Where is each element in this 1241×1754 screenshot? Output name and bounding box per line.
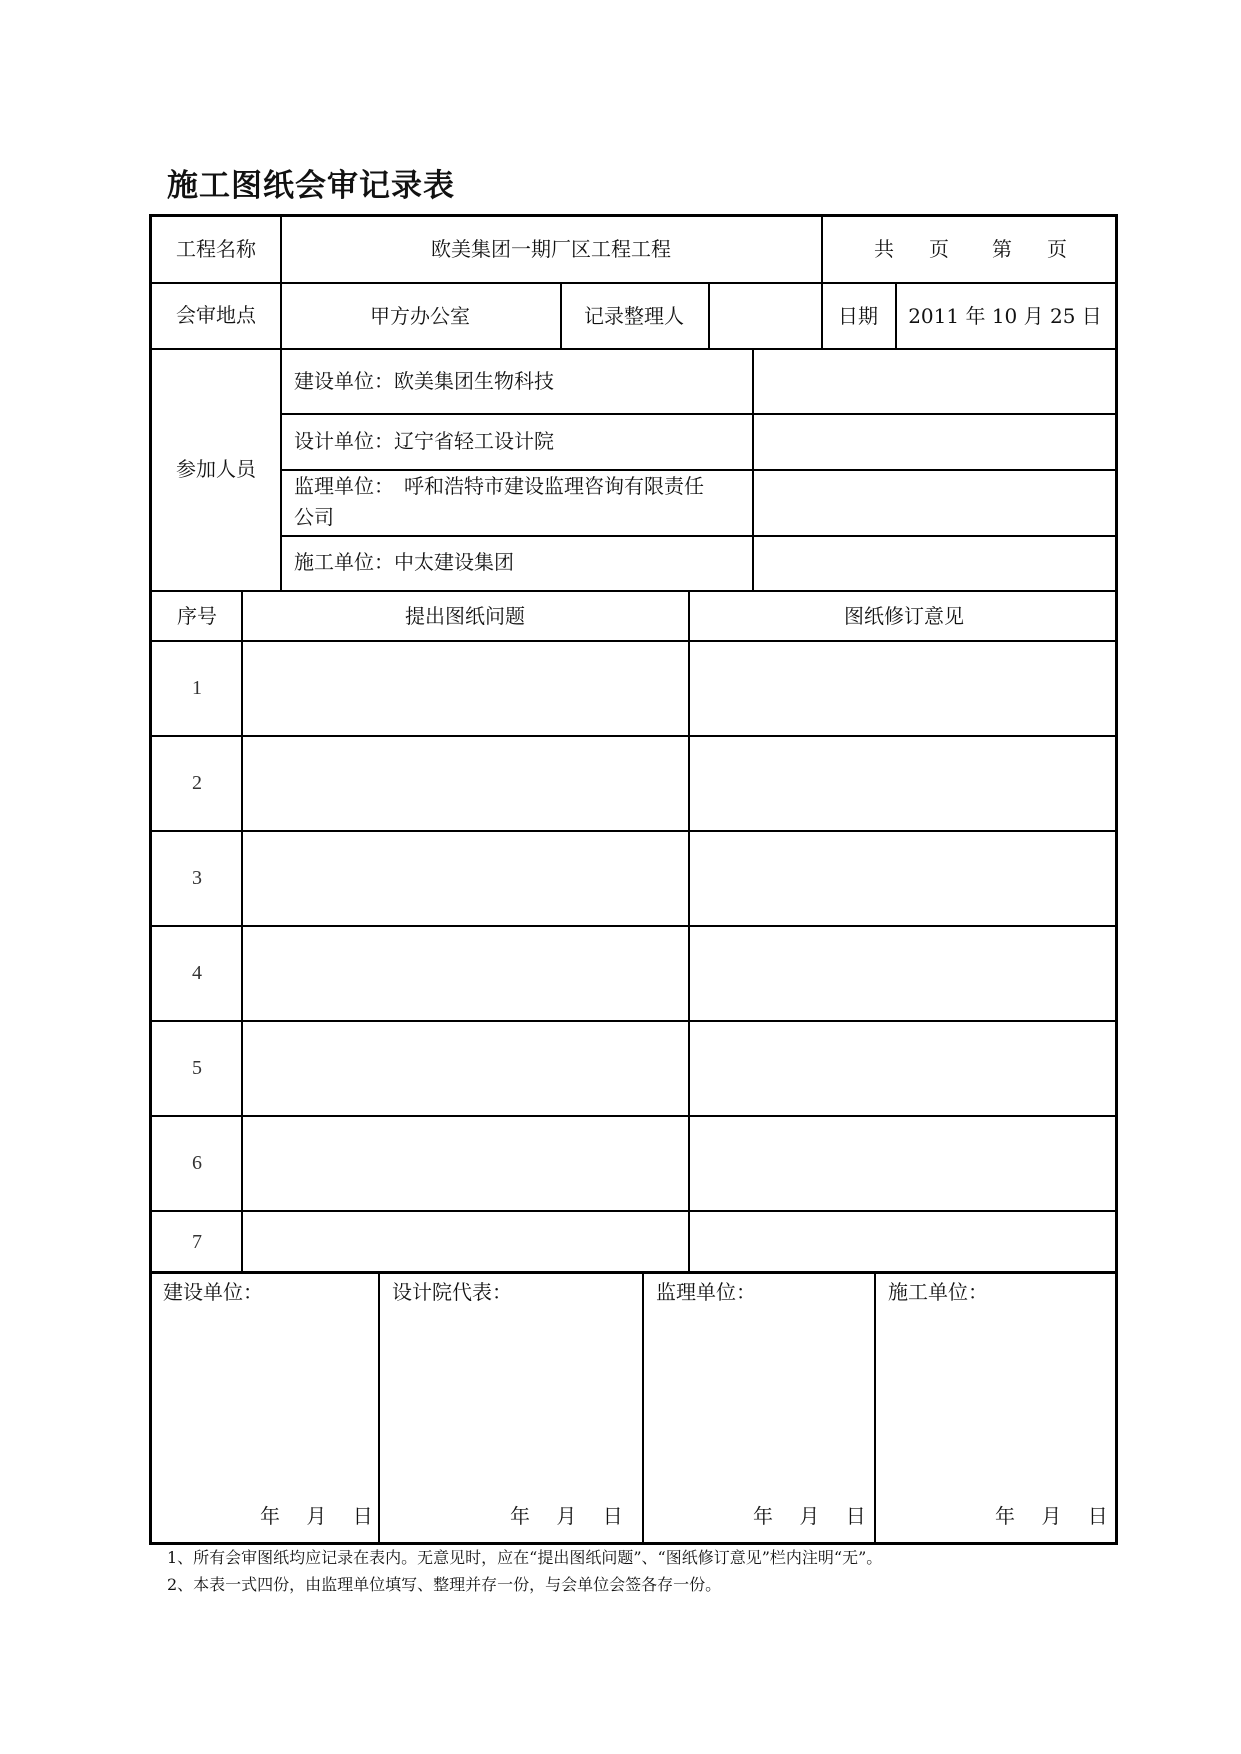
row-divider <box>152 348 1115 350</box>
date-value: 2011 年 10 月 25 日 <box>908 304 1102 328</box>
participant-supervision: 监理单位： 呼和浩特市建设监理咨询有限责任 <box>294 474 704 498</box>
row-divider <box>152 1020 1115 1022</box>
page-unit-label: 页 <box>1047 237 1067 261</box>
row-divider <box>152 640 1115 642</box>
col-divider <box>642 1272 644 1545</box>
row-number: 3 <box>192 867 202 889</box>
review-record-table <box>149 214 1118 1545</box>
signature-supervision-label: 监理单位： <box>656 1280 756 1304</box>
participants-label: 参加人员 <box>176 457 256 481</box>
page-current-label: 第 <box>992 237 1012 261</box>
row-divider <box>152 1115 1115 1117</box>
signature-date: 年 月 日 <box>753 1504 866 1528</box>
participant-contractor: 施工单位：中太建设集团 <box>294 550 514 574</box>
signature-contractor-label: 施工单位： <box>888 1280 988 1304</box>
col-divider <box>280 217 282 590</box>
col-divider <box>708 282 710 348</box>
footnote: 2、本表一式四份，由监理单位填写、整理并存一份，与会单位会签各存一份。 <box>167 1575 722 1594</box>
row-number: 4 <box>192 962 202 984</box>
signature-date: 年 月 日 <box>260 1504 373 1528</box>
page-total-label: 共 <box>874 237 894 261</box>
row-number: 5 <box>192 1057 202 1079</box>
row-divider <box>152 1210 1115 1212</box>
project-name-label: 工程名称 <box>176 237 256 261</box>
page-unit-label: 页 <box>929 237 949 261</box>
row-divider <box>152 590 1115 592</box>
col-divider <box>895 282 897 348</box>
column-header-revision: 图纸修订意见 <box>844 604 964 628</box>
row-divider <box>280 535 1115 537</box>
row-divider <box>152 925 1115 927</box>
column-header-no: 序号 <box>177 604 217 628</box>
date-label: 日期 <box>838 304 878 328</box>
document-title: 施工图纸会审记录表 <box>167 168 455 204</box>
row-number: 1 <box>192 677 202 699</box>
row-number: 2 <box>192 772 202 794</box>
col-divider <box>752 348 754 590</box>
participant-design: 设计单位：辽宁省轻工设计院 <box>294 429 554 453</box>
recorder-label: 记录整理人 <box>584 304 684 328</box>
project-name-value: 欧美集团一期厂区工程工程 <box>431 237 671 261</box>
participant-supervision-cont: 公司 <box>294 505 334 529</box>
signature-date: 年 月 日 <box>510 1504 623 1528</box>
col-divider <box>821 217 823 348</box>
col-divider <box>241 590 243 1272</box>
footnote: 1、所有会审图纸均应记录在表内。无意见时，应在“提出图纸问题”、“图纸修订意见”栏内注明“无”。 <box>167 1548 883 1567</box>
row-divider <box>152 1271 1115 1274</box>
row-divider <box>280 469 1115 471</box>
row-divider <box>152 282 1115 284</box>
signature-construction-label: 建设单位： <box>163 1280 263 1304</box>
row-divider <box>152 830 1115 832</box>
signature-design-label: 设计院代表： <box>392 1280 512 1304</box>
location-value: 甲方办公室 <box>370 304 470 328</box>
col-divider <box>560 282 562 348</box>
col-divider <box>378 1272 380 1545</box>
row-divider <box>152 735 1115 737</box>
column-header-issue: 提出图纸问题 <box>405 604 525 628</box>
row-divider <box>280 413 1115 415</box>
col-divider <box>688 590 690 1272</box>
row-number: 7 <box>192 1231 202 1253</box>
col-divider <box>874 1272 876 1545</box>
participant-construction: 建设单位：欧美集团生物科技 <box>294 369 554 393</box>
location-label: 会审地点 <box>176 303 256 327</box>
row-number: 6 <box>192 1152 202 1174</box>
signature-date: 年 月 日 <box>995 1504 1108 1528</box>
